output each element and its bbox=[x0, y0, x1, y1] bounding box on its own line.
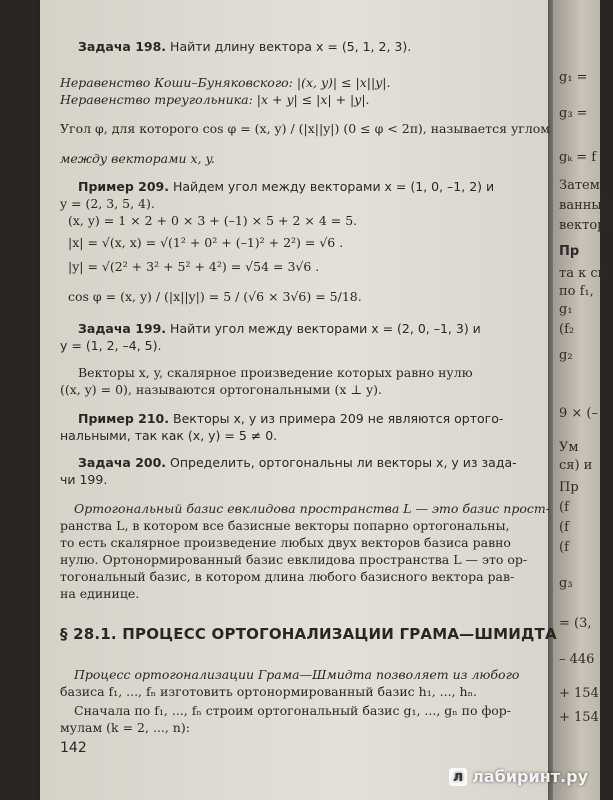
right-fragment: (f₂ bbox=[559, 322, 575, 337]
right-fragment: та к сп bbox=[559, 266, 607, 281]
watermark: л лабиринт.ру bbox=[449, 767, 588, 786]
task-200-cont: чи 199. bbox=[60, 472, 108, 487]
right-fragment: Затем bbox=[559, 178, 600, 193]
task-199-y: y = (1, 2, –4, 5). bbox=[60, 338, 162, 353]
right-fragment: по f₁, bbox=[559, 284, 594, 299]
orthogonal-definition-cont: ((x, y) = 0), называются ортогональными (x ⊥ y). bbox=[60, 382, 383, 397]
orthogonal-definition: Векторы x, y, скалярное произведение которых равно нулю bbox=[78, 365, 473, 380]
right-fragment: gₖ = f bbox=[559, 150, 597, 165]
right-fragment: g₁ = bbox=[559, 70, 588, 85]
right-fragment: g₂ bbox=[559, 348, 573, 363]
right-fragment: g₁ bbox=[559, 302, 573, 317]
angle-definition-cont: между векторами x, y. bbox=[60, 151, 215, 166]
basis-definition-2: ранства L, в котором все базисные векторы попарно ортогональны, bbox=[60, 518, 510, 533]
right-fragment: (f bbox=[559, 540, 569, 555]
example-210: Пример 210. Векторы x, y из примера 209 не являются ортого- bbox=[78, 411, 504, 426]
right-fragment: Пр bbox=[559, 480, 579, 495]
right-fragment: (f bbox=[559, 520, 569, 535]
right-fragment: g₃ bbox=[559, 576, 573, 591]
right-fragment: (f bbox=[559, 500, 569, 515]
basis-definition-1: Ортогональный базис евклидова пространства L — это базис прост- bbox=[74, 501, 550, 516]
right-fragment: ся) и bbox=[559, 458, 593, 473]
right-fragment: + 154 bbox=[559, 686, 599, 701]
example-209-dot-product: (x, y) = 1 × 2 + 0 × 3 + (–1) × 5 + 2 × 4 = 5. bbox=[68, 213, 358, 228]
triangle-inequality: Неравенство треугольника: |x + y| ≤ |x| + |y|. bbox=[60, 92, 370, 107]
example-209: Пример 209. Найдем угол между векторами x = (1, 0, –1, 2) и bbox=[78, 179, 495, 194]
basis-definition-6: на единице. bbox=[60, 586, 140, 601]
gram-schmidt-3: Сначала по f₁, ..., fₙ строим ортогональный базис g₁, ..., gₙ по фор- bbox=[74, 703, 512, 718]
book-page-right bbox=[553, 0, 613, 800]
right-fragment: + 154 bbox=[559, 710, 599, 725]
right-fragment: g₃ = bbox=[559, 106, 588, 121]
section-title: § 28.1. ПРОЦЕСС ОРТОГОНАЛИЗАЦИИ ГРАМА—ШМИДТА bbox=[60, 625, 557, 643]
task-199: Задача 199. Найти угол между векторами x = (2, 0, –1, 3) и bbox=[78, 321, 481, 336]
right-fragment: Пр bbox=[559, 244, 580, 259]
right-fragment: ванный bbox=[559, 198, 611, 213]
right-fragment: вектора bbox=[559, 218, 613, 233]
example-209-norm-x: |x| = √(x, x) = √(1² + 0² + (–1)² + 2²) = √6 . bbox=[68, 235, 344, 250]
task-198: Задача 198. Найти длину вектора x = (5, 1, 2, 3). bbox=[78, 39, 412, 54]
gram-schmidt-4: мулам (k = 2, ..., n): bbox=[60, 720, 190, 735]
basis-definition-4: нулю. Ортонормированный базис евклидова пространства L — это ор- bbox=[60, 552, 528, 567]
example-209-y: y = (2, 3, 5, 4). bbox=[60, 196, 155, 211]
right-fragment: Ум bbox=[559, 440, 579, 455]
basis-definition-3: то есть скалярное произведение любых двух векторов базиса равно bbox=[60, 535, 511, 550]
example-209-norm-y: |y| = √(2² + 3² + 5² + 4²) = √54 = 3√6 . bbox=[68, 259, 320, 274]
cauchy-inequality: Неравенство Коши–Буняковского: |(x, y)| ≤ |x||y|. bbox=[60, 75, 391, 90]
page-number: 142 bbox=[60, 740, 87, 756]
basis-definition-5: тогональный базис, в котором длина любого базисного вектора рав- bbox=[60, 569, 515, 584]
task-200: Задача 200. Определить, ортогональны ли векторы x, y из зада- bbox=[78, 455, 517, 470]
example-209-cos: cos φ = (x, y) / (|x||y|) = 5 / (√6 × 3√6) = 5/18. bbox=[68, 289, 362, 304]
gram-schmidt-2: базиса f₁, ..., fₙ изготовить ортонормированный базис h₁, ..., hₙ. bbox=[60, 684, 477, 699]
right-fragment: 9 × (– bbox=[559, 406, 598, 421]
labirint-logo-icon: л bbox=[449, 768, 467, 786]
gram-schmidt-1: Процесс ортогонализации Грама—Шмидта позволяет из любого bbox=[74, 667, 520, 682]
angle-definition: Угол φ, для которого cos φ = (x, y) / (|x||y|) (0 ≤ φ < 2π), называется углом bbox=[60, 121, 551, 136]
example-210-cont: нальными, так как (x, y) = 5 ≠ 0. bbox=[60, 428, 278, 443]
right-fragment: – 446 bbox=[559, 652, 595, 667]
right-fragment: = (3, bbox=[559, 616, 592, 631]
